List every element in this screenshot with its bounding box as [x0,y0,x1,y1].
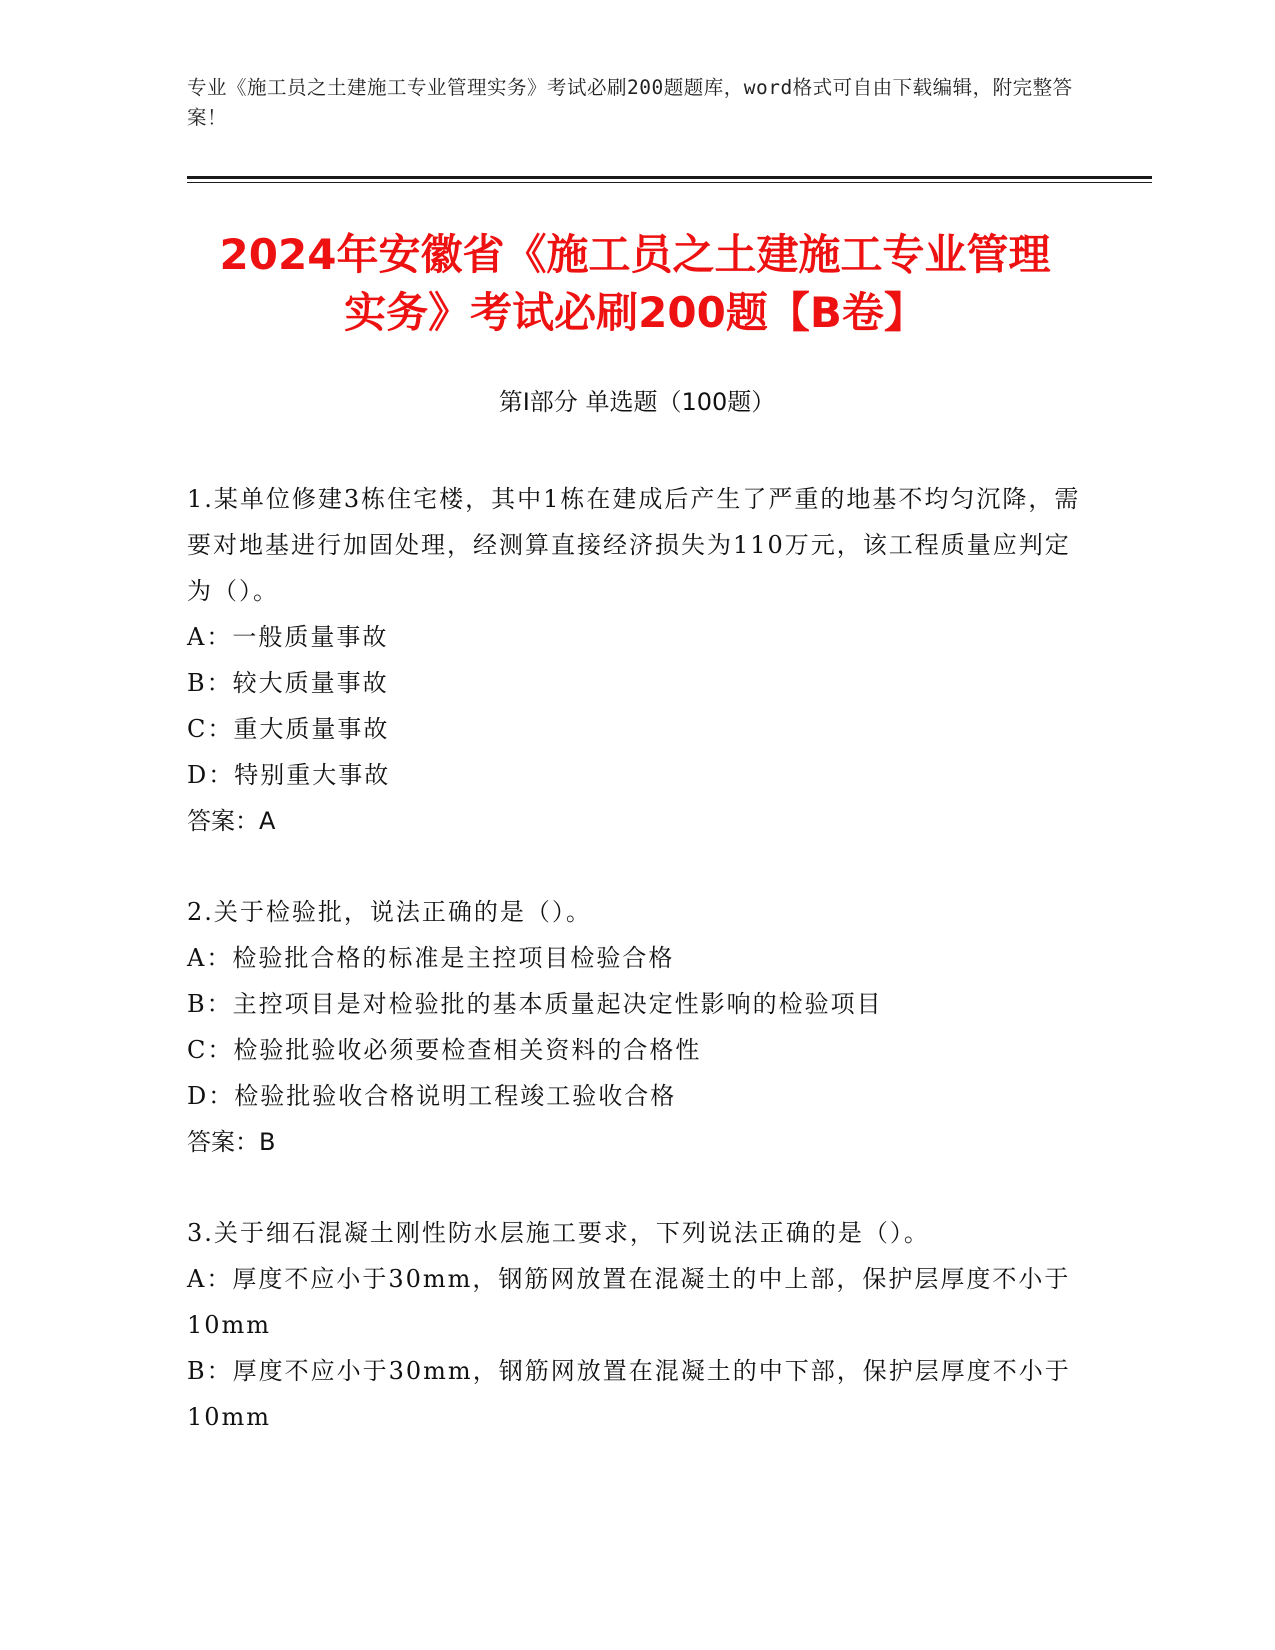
question-1 [187,476,1087,844]
question-2 [187,889,1087,1165]
option-a: A：检验批合格的标准是主控项目检验合格 [187,944,675,972]
option-a: A：厚度不应小于30mm，钢筋网放置在混凝土的中上部，保护层厚度不小于10mm [187,1265,1071,1339]
option-b: B：较大质量事故 [187,669,389,697]
question-3 [187,1210,1087,1440]
option-b: B：主控项目是对检验批的基本质量起决定性影响的检验项目 [187,990,883,1018]
answer: 答案：A [187,807,276,835]
question-stem: 2.关于检验批，说法正确的是（）。 [187,898,592,926]
document-title-line-1: 2024年安徽省《施工员之土建施工专业管理 [219,230,1051,279]
document-title-line-2: 实务》考试必刷200题【B卷】 [344,288,926,337]
question-stem: 1.某单位修建3栋住宅楼，其中1栋在建成后产生了严重的地基不均匀沉降，需要对地基进行加固处理，经测算直接经济损失为110万元，该工程质量应判定为（）。 [187,485,1081,605]
header-rule-thin [187,182,1152,183]
header-note: 专业《施工员之土建施工专业管理实务》考试必刷200题题库，word格式可自由下载编辑，附完整答案！ [187,76,1073,129]
question-list [187,476,1087,1485]
question-stem: 3.关于细石混凝土刚性防水层施工要求，下列说法正确的是（）。 [187,1219,930,1247]
document-title [140,226,1130,342]
answer: 答案：B [187,1128,276,1156]
option-d: D：特别重大事故 [187,761,391,789]
option-c: C：重大质量事故 [187,715,390,743]
option-c: C：检验批验收必须要检查相关资料的合格性 [187,1036,702,1064]
option-a: A：一般质量事故 [187,623,389,651]
section-heading: 第Ⅰ部分 单选题（100题） [498,388,776,416]
option-b: B：厚度不应小于30mm，钢筋网放置在混凝土的中下部，保护层厚度不小于10mm [187,1357,1071,1431]
option-d: D：检验批验收合格说明工程竣工验收合格 [187,1082,677,1110]
header-rule-thick [187,176,1152,179]
